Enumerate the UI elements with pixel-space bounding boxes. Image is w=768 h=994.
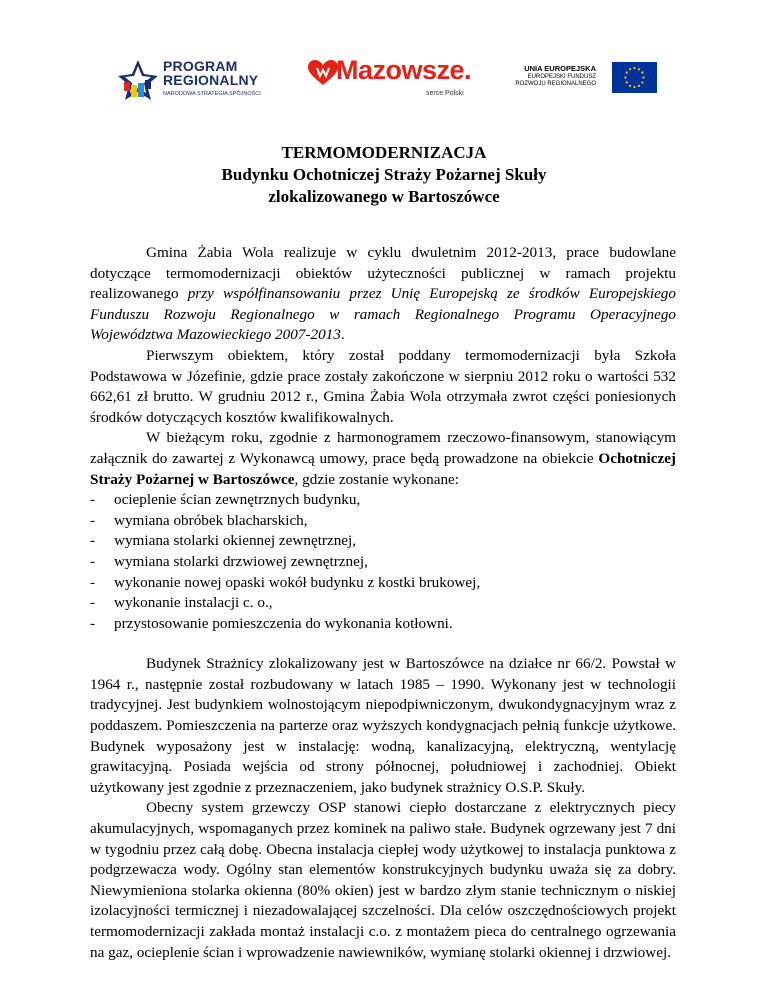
list-item-text: wykonanie nowej opaski wokół budynku z kostki brukowej,: [114, 573, 481, 591]
paragraph-4: Budynek Strażnicy zlokalizowany jest w Bartoszówce na działce nr 66/2. Powstał w 1964 r., następnie został rozbudowany w latach 1985 – 1990. Wykonany jest w technologii tradycyjnej. Jest budynkiem wolnostojącym niepodpiwniczonym, dwukondygnacyjnym wraz z poddaszem. Pomieszczenia na parterze oraz wyższych kondygnacjach pełnią funkcje użytkowe. Budynek wyposażony jest w instalację: wodną, kanalizacyjną, elektryczną, wentylację grawitacyjną. Posiada wejścia od strony północnej, południowej i zachodniej. Obiekt użytkowany jest zgodnie z przeznaczeniem, jako budynek strażnicy O.S.P. Skuły.: [90, 655, 676, 796]
program-regionalny-logo: [118, 58, 298, 102]
paragraph-5: Obecny system grzewczy OSP stanowi ciepło dostarczane z elektrycznych piecy akumulacyjnych, wspomaganych przez kominek na paliwo stałe. Budynek ogrzewany jest 7 dni w tygodniu przez całą dobę. Obecna instalacja ciepłej wody użytkowej to instalacja punktowa z podgrzewacza wody. Ogólny stan elementów konstrukcyjnych budynku uważa się za dobry. Niewymieniona stolarka okienna (80% okien) jest w bardzo złym stanie technicznym o niskiej izolacyjności termicznej i niezadowalającej szczelności. Dla celów oszczędnościowych projekt termomodernizacji zakłada montaż instalacji c.o. z montażem pieca do centralnego ogrzewania na gaz, ocieplenie ścian i wprowadzenie nawiewników, wymianę stolarki okiennej i drzwiowej.: [90, 799, 676, 961]
list-item: [90, 573, 676, 594]
list-marker: -: [90, 491, 96, 509]
title-line-3: zlokalizowanego w Bartoszówce: [268, 187, 500, 206]
heart-icon: [308, 60, 338, 86]
paragraph-3-end: , gdzie zostanie wykonane:: [294, 470, 460, 488]
list-item-text: przystosowanie pomieszczenia do wykonania kotłowni.: [114, 614, 453, 632]
paragraph-1-end: .: [340, 326, 345, 344]
eu-logo: [504, 62, 664, 102]
paragraph-3: [90, 428, 676, 490]
document-body: [90, 243, 676, 963]
paragraph-2: Pierwszym obiektem, który został poddany termomodernizacji była Szkoła Podstawowa w Józefinie, gdzie prace zostały zakończone w sierpniu 2012 roku o wartości 532 662,61 zł brutto. W grudniu 2012 r., Gmina Żabia Wola otrzymała zwrot części poniesionych środków dotyczących kosztów kwalifikowalnych.: [90, 346, 676, 426]
title-line-2: Budynku Ochotniczej Straży Pożarnej Skuły: [221, 165, 547, 184]
paragraph-3-bold: Ochotniczej Straży Pożarnej w Bartoszówce: [90, 449, 676, 488]
list-marker: -: [90, 573, 96, 591]
list-item-text: wymiana obróbek blacharskich,: [114, 511, 308, 529]
list-marker: -: [90, 511, 96, 529]
works-list: [90, 490, 676, 634]
eu-line1: UNIA EUROPEJSKA: [524, 64, 596, 73]
mazowsze-subtitle: serce Polski: [426, 90, 464, 97]
list-marker: -: [90, 614, 96, 632]
program-regionalny-line2: REGIONALNY: [163, 72, 259, 88]
mazowsze-wordmark: Mazowsze.: [336, 55, 472, 85]
logo-band: [0, 52, 768, 112]
list-item-text: wykonanie instalacji c. o.,: [114, 594, 273, 612]
list-item: [90, 593, 676, 614]
list-item: [90, 490, 676, 511]
list-marker: -: [90, 594, 96, 612]
eu-line2: EUROPEJSKI FUNDUSZ: [527, 74, 596, 80]
list-item: [90, 511, 676, 532]
list-marker: -: [90, 532, 96, 550]
list-item: [90, 614, 676, 635]
paragraph-3-text: W bieżącym roku, zgodnie z harmonogramem rzeczowo-finansowym, stanowiącym załącznik do zawartej z Wykonawcą umowy, prace będą prowadzone na obiekcie: [90, 429, 676, 467]
paragraph-1-text: Gmina Żabia Wola realizuje w cyklu dwuletnim 2012-2013, prace budowlane dotyczące termomodernizacji obiektów użyteczności publicznej w ramach projektu realizowanego: [90, 244, 676, 303]
program-regionalny-tagline: NARODOWA STRATEGIA SPÓJNOŚCI: [163, 91, 261, 97]
title-line-1: TERMOMODERNIZACJA: [281, 143, 487, 162]
eu-flag-icon: [612, 62, 657, 93]
program-regionalny-line1: PROGRAM: [163, 58, 238, 74]
list-item: [90, 552, 676, 573]
list-item: [90, 531, 676, 552]
eu-line3: ROZWOJU REGIONALNEGO: [515, 81, 596, 87]
mazowsze-logo: [308, 55, 478, 104]
paragraph-gap: [90, 634, 676, 654]
list-item-text: wymiana stolarki okiennej zewnętrznej,: [114, 532, 357, 550]
list-item-text: wymiana stolarki drzwiowej zewnętrznej,: [114, 552, 368, 570]
program-regionalny-star-icon: [118, 58, 158, 102]
list-marker: -: [90, 552, 96, 570]
paragraph-1-italic: przy współfinansowaniu przez Unię Europejską ze środków Europejskiego Funduszu Rozwoju Regionalnego w ramach Regionalnego Programu Operacyjnego Województwa Mazowieckiego 2007-2013: [90, 285, 676, 344]
list-item-text: ocieplenie ścian zewnętrznych budynku,: [114, 491, 361, 509]
paragraph-1: [90, 243, 676, 346]
